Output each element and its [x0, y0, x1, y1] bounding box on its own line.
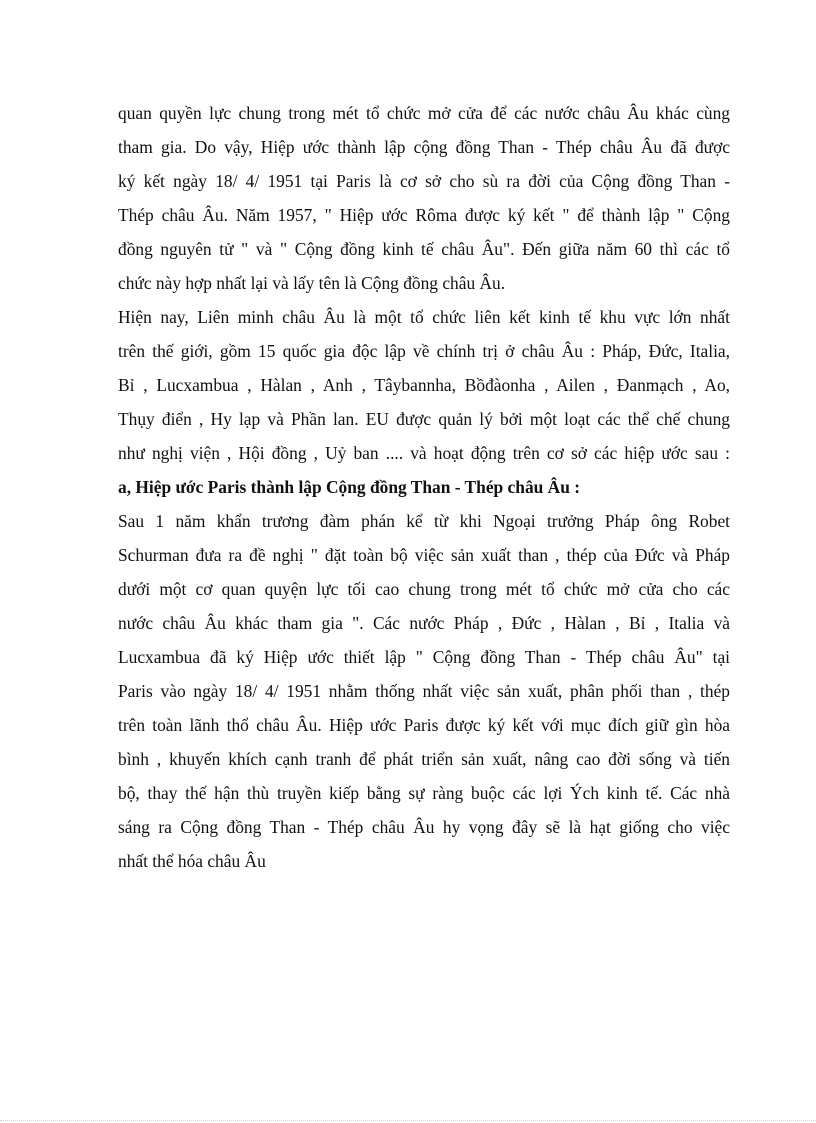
- text-line: Paris vào ngày 18/ 4/ 1951 nhằm thống nhất việc sản xuất, phân phối than , thép: [118, 681, 730, 701]
- text-line: bộ, thay thế hận thù truyền kiếp bằng sự ràng buộc các lợi Ých kinh tế. Các nhà: [118, 783, 730, 803]
- text-line: Thép châu Âu. Năm 1957, " Hiệp ước Rôma được ký kết " để thành lập " Cộng: [118, 205, 730, 225]
- text-line: Hiện nay, Liên minh châu Âu là một tổ chức liên kết kinh tế khu vực lớn nhất: [118, 307, 730, 327]
- page-bottom-divider: [0, 1120, 816, 1121]
- text-line: Schurman đưa ra đề nghị " đặt toàn bộ việc sản xuất than , thép của Đức và Pháp: [118, 545, 730, 565]
- text-line: ký kết ngày 18/ 4/ 1951 tại Paris là cơ sở cho sù ra đời của Cộng đồng Than -: [118, 171, 730, 191]
- section-heading: a, Hiệp ước Paris thành lập Cộng đồng Than - Thép châu Âu :: [118, 477, 581, 497]
- text-line: bình , khuyến khích cạnh tranh để phát triển sản xuất, nâng cao đời sống và tiến: [118, 749, 730, 769]
- text-line: như nghị viện , Hội đồng , Uỷ ban .... và hoạt động trên cơ sở các hiệp ước sau :: [118, 443, 730, 463]
- text-line: Thụy điển , Hy lạp và Phần lan. EU được quản lý bởi một loạt các thể chế chung: [118, 409, 730, 429]
- text-line: tham gia. Do vậy, Hiệp ước thành lập cộng đồng Than - Thép châu Âu đã được: [118, 137, 730, 157]
- text-line: Lucxambua đã ký Hiệp ước thiết lập " Cộng đồng Than - Thép châu Âu" tại: [118, 647, 730, 667]
- text-line: sáng ra Cộng đồng Than - Thép châu Âu hy vọng đây sẽ là hạt giống cho việc: [118, 817, 730, 837]
- text-line: Bỉ , Lucxambua , Hàlan , Anh , Tâybannha, Bồđàonha , Ailen , Đanmạch , Ao,: [118, 375, 730, 395]
- text-line: dưới một cơ quan quyện lực tối cao chung trong mét tổ chức mở cửa cho các: [118, 579, 730, 599]
- text-line: quan quyền lực chung trong mét tổ chức mở cửa để các nước châu Âu khác cùng: [118, 103, 730, 123]
- text-line: Sau 1 năm khẩn trương đàm phán kể từ khi Ngoại trưởng Pháp ông Robet: [118, 511, 730, 531]
- text-line: đồng nguyên tử " và " Cộng đồng kinh tế châu Âu". Đến giữa năm 60 thì các tổ: [118, 239, 730, 259]
- text-line: nhất thể hóa châu Âu: [118, 851, 266, 871]
- text-line: chức này hợp nhất lại và lấy tên là Cộng đồng châu Âu.: [118, 273, 506, 293]
- text-line: trên toàn lãnh thổ châu Âu. Hiệp ước Paris được ký kết với mục đích giữ gìn hòa: [118, 715, 730, 735]
- body-text: [118, 96, 730, 878]
- text-line: nước châu Âu khác tham gia ". Các nước Pháp , Đức , Hàlan , Bỉ , Italia và: [118, 613, 730, 633]
- text-line: trên thế giới, gồm 15 quốc gia độc lập về chính trị ở châu Âu : Pháp, Đức, Italia,: [118, 341, 730, 361]
